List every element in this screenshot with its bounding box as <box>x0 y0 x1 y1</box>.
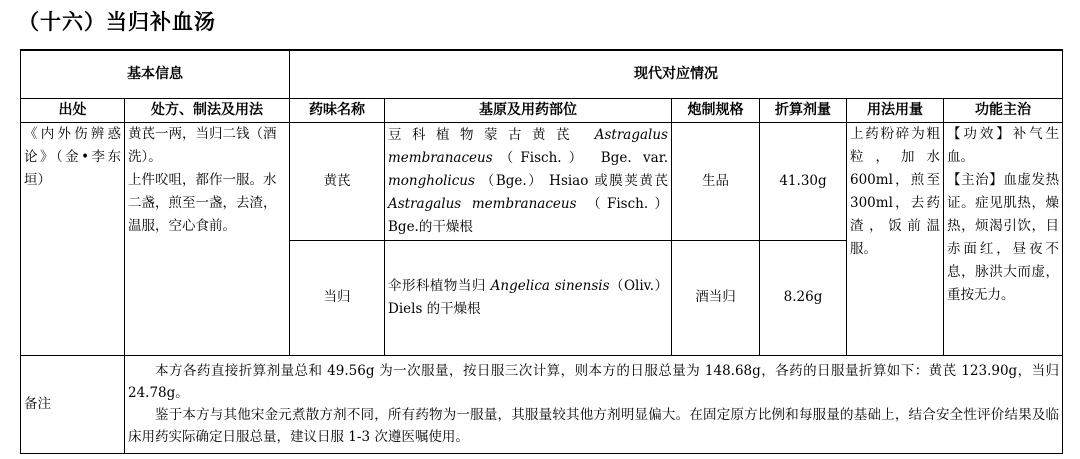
prescription-line: 上件㕮咀，都作一服。水二盏，煎至一盏，去渣，温服，空心食前。 <box>128 171 277 234</box>
origin-cell <box>385 240 672 355</box>
origin-header: 基原及用药部位 <box>385 98 672 122</box>
origin-part: （Bge.） Hsiao 或膜荚黄芪 <box>474 172 668 189</box>
usage-text: 上药粉碎为粗粒，加水600ml，煎至300ml，去药渣，饭前温服。 <box>850 125 940 257</box>
processing-cell: 生品 <box>672 122 760 240</box>
origin-part: 豆科植物蒙古黄芪 <box>388 126 595 143</box>
source-header: 出处 <box>21 98 125 122</box>
source-text: 《内外伤辨惑论》（金•李东垣） <box>24 125 121 188</box>
notes-paragraph: 本方各药直接折算剂量总和 49.56g 为一次服量，按日服三次计算，则本方的日服总量为 148.68g，各药的日服量折算如下：黄芪 123.90g，当归 24.78g。 <box>128 363 1060 401</box>
modern-correspondence-header: 现代对应情况 <box>290 50 1063 98</box>
notes-paragraph: 鉴于本方与其他宋金元煮散方剂不同，所有药物为一服量，其服量较其他方剂明显偏大。在固定原方比例和每服量的基础上，结合安全性评价结果及临床用药实际确定日服总量，建议日服 1-3 次遵医嘱使用。 <box>128 407 1060 445</box>
herb-name-cell: 当归 <box>290 240 385 355</box>
usage-header: 用法用量 <box>847 98 944 122</box>
origin-part: Astragalus membranaceus <box>388 195 577 212</box>
prescription-cell <box>125 122 290 355</box>
origin-part: （Fisch.） Bge.的干燥根 <box>388 195 669 235</box>
origin-part: mongholicus <box>388 172 475 189</box>
herb-name-header: 药味名称 <box>290 98 385 122</box>
indication-label: 【主治】 <box>947 171 1004 188</box>
dose-header: 折算剂量 <box>760 98 847 122</box>
prescription-header: 处方、制法及用法 <box>125 98 290 122</box>
prescription-line: 黄芪一两，当归二钱（酒洗）。 <box>128 125 277 165</box>
origin-part: Astragalus membranaceus <box>388 126 668 166</box>
prescription-table <box>20 49 1063 454</box>
basic-info-header: 基本信息 <box>21 50 290 98</box>
page-title: （十六）当归补血汤 <box>18 10 216 34</box>
origin-part: （Oliv.）Diels 的干燥根 <box>388 277 668 317</box>
origin-part: Angelica sinensis <box>490 277 610 294</box>
origin-part: （Fisch.） Bge. var. <box>492 149 668 166</box>
effect-text: 补气生血。 <box>947 125 1060 165</box>
processing-cell: 酒当归 <box>672 240 760 355</box>
origin-cell <box>385 122 672 240</box>
dose-cell: 41.30g <box>760 122 847 240</box>
effect-label: 【功效】 <box>947 125 1013 142</box>
indication-text: 血虚发热证。症见肌热，燥热，烦渴引饮，目赤面红，昼夜不息，脉洪大而虚，重按无力。 <box>947 171 1060 303</box>
source-cell <box>21 122 125 355</box>
function-header: 功能主治 <box>944 98 1063 122</box>
origin-part: 伞形科植物当归 <box>388 277 491 294</box>
notes-cell <box>125 355 1063 453</box>
notes-label-cell: 备注 <box>21 355 125 453</box>
function-cell <box>944 122 1063 355</box>
dose-cell: 8.26g <box>760 240 847 355</box>
herb-name-cell: 黄芪 <box>290 122 385 240</box>
processing-header: 炮制规格 <box>672 98 760 122</box>
usage-cell <box>847 122 944 355</box>
